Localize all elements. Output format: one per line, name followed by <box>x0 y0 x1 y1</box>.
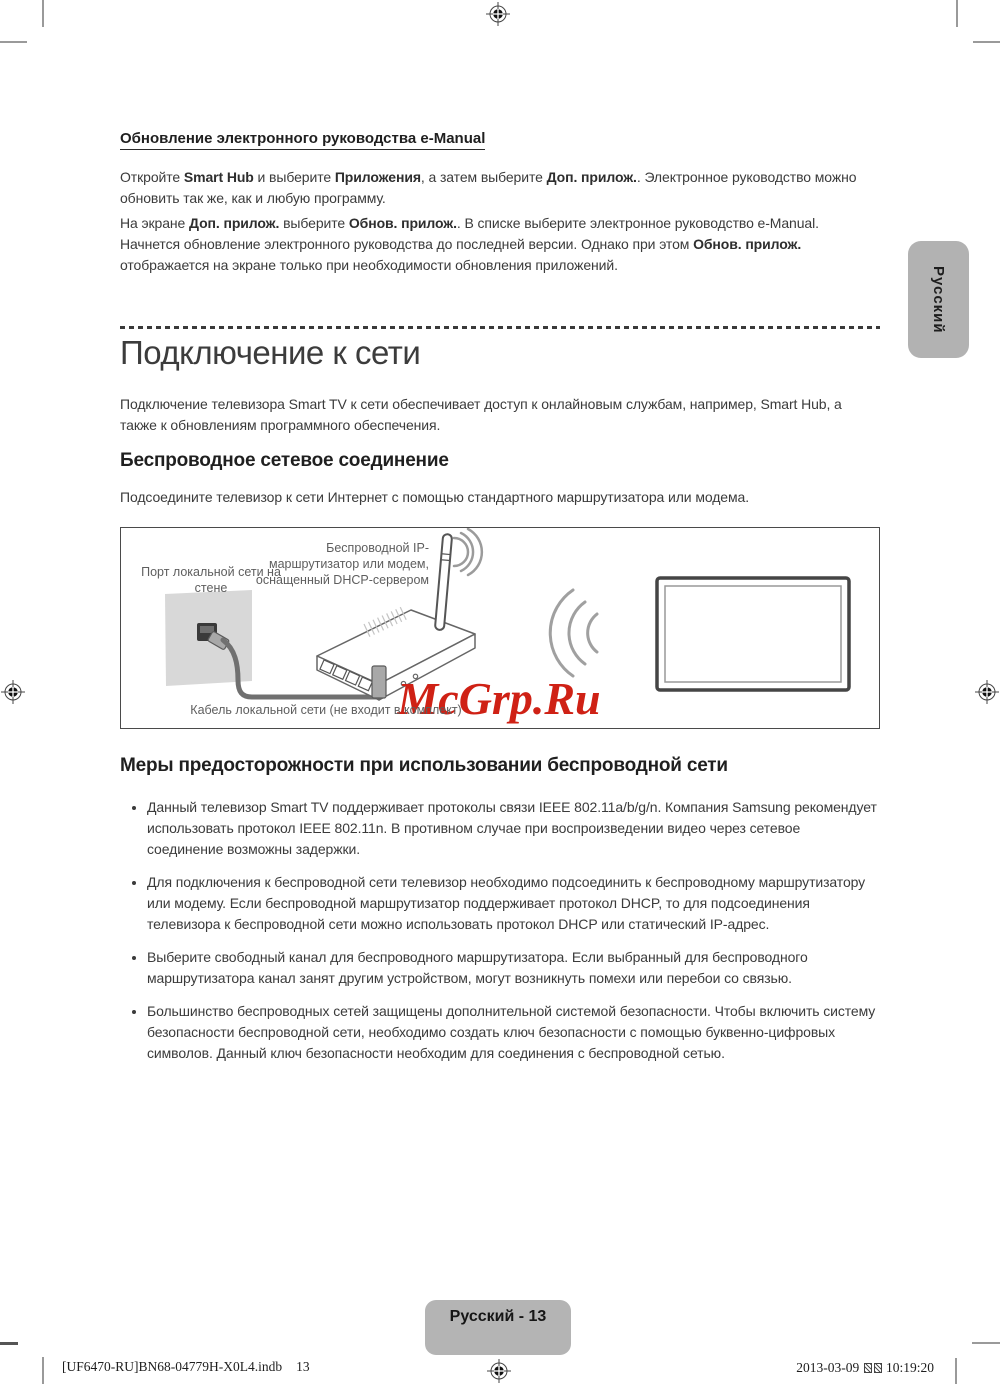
missing-glyph-icon <box>864 1363 872 1373</box>
print-date: 2013-03-09 <box>796 1360 860 1375</box>
precaution-item: • Для подключения к беспроводной сети телевизор необходимо подсоединить к беспроводному маршрутизатору или модему. Если беспроводной маршрутизатор поддерживает протокол DHCP, то для подсоединения телевизора к беспроводной сети можно использовать протокол DHCP или статический IP-адрес. <box>147 872 880 935</box>
cable-plug-router <box>372 666 386 698</box>
dashed-section-divider <box>120 326 880 329</box>
label-lan-cable: Кабель локальной сети (не входит в комплект) <box>190 703 462 717</box>
print-file-page: 13 <box>296 1359 310 1374</box>
print-time: 10:19:20 <box>885 1360 934 1375</box>
paragraph-emanual-1: Откройте Smart Hub и выберите Приложения, а затем выберите Доп. прилож.. Электронное руководство можно обновить так же, как и любую программу. <box>120 169 857 206</box>
label-wall-port: Порт локальной сети на стене <box>141 565 281 595</box>
wifi-waves-link-icon <box>550 590 597 676</box>
registration-mark-top-icon <box>486 2 510 26</box>
footer-page-badge <box>425 1300 571 1355</box>
crop-mark-bottom-right-v <box>955 1358 957 1384</box>
crop-mark-bottom-left-h <box>0 1342 18 1345</box>
crop-mark-top-right-h <box>973 41 1000 43</box>
crop-mark-bottom-right-h <box>972 1342 1000 1344</box>
label-router: Беспроводной IP-маршрутизатор или модем, оснащенный DHCP-сервером <box>255 541 429 587</box>
subheading-wireless-connection: Беспроводное сетевое соединение <box>120 450 449 471</box>
print-timestamp <box>796 1360 934 1376</box>
print-file-info <box>62 1359 310 1375</box>
section-heading-emanual-update: Обновление электронного руководства e-Manual <box>120 130 880 147</box>
diagram-illustration <box>121 528 879 728</box>
missing-glyph-icon <box>874 1363 882 1373</box>
precaution-item: • Данный телевизор Smart TV поддерживает протоколы связи IEEE 802.11a/b/g/n. Компания Samsung рекомендует использовать протокол IEEE 802.11n. В противном случае при воспроизведении видео через сетевое соединение возможны задержки. <box>147 797 880 860</box>
registration-mark-bottom-icon <box>487 1359 511 1383</box>
registration-mark-left-icon <box>1 680 25 704</box>
crop-mark-top-right-v <box>956 0 958 27</box>
precaution-item: • Большинство беспроводных сетей защищены дополнительной системой безопасности. Чтобы включить систему безопасности беспроводной сети, необходимо создать ключ безопасности с помощью буквенно-цифровых символов. Данный ключ безопасности необходим для соединения с беспроводной сетью. <box>147 1001 880 1064</box>
crop-mark-bottom-left-v <box>42 1357 44 1384</box>
precaution-item: • Выберите свободный канал для беспроводного маршрутизатора. Если выбранный для беспроводного маршрутизатора канал занят другим устройством, могут возникнуть помехи или перебои со связью. <box>147 947 880 989</box>
page-title-network-connection: Подключение к сети <box>120 334 421 371</box>
precautions-list <box>120 797 880 1076</box>
tv-screen <box>657 578 849 690</box>
paragraph-wireless: Подсоедините телевизор к сети Интернет с помощью стандартного маршрутизатора или модема. <box>120 489 749 505</box>
router-antenna <box>435 534 452 630</box>
crop-mark-top-left-h <box>0 41 27 43</box>
watermark-text: McGrp.Ru <box>397 673 601 724</box>
print-file-name: [UF6470-RU]BN68-04779H-X0L4.indb <box>62 1359 283 1374</box>
paragraph-network-intro: Подключение телевизора Smart TV к сети обеспечивает доступ к онлайновым службам, например, Smart Hub, а также к обновлениям программного обеспечения. <box>120 396 842 433</box>
registration-mark-right-icon <box>975 680 999 704</box>
language-side-tab <box>908 241 969 358</box>
wifi-waves-antenna-icon <box>454 529 482 575</box>
paragraph-emanual-2: На экране Доп. прилож. выберите Обнов. прилож.. В списке выберите электронное руководство e-Manual. Начнется обновление электронного руководства до последней версии. Однако при этом Обнов. прилож. отображается на экране только при необходимости обновления приложений. <box>120 215 819 273</box>
network-connection-diagram <box>120 527 880 729</box>
language-side-tab-label: Русский <box>930 265 947 334</box>
crop-mark-top-left-v <box>42 0 44 27</box>
subheading-wireless-precautions: Меры предосторожности при использовании беспроводной сети <box>120 755 728 776</box>
footer-page-label: Русский - 13 <box>449 1308 547 1325</box>
